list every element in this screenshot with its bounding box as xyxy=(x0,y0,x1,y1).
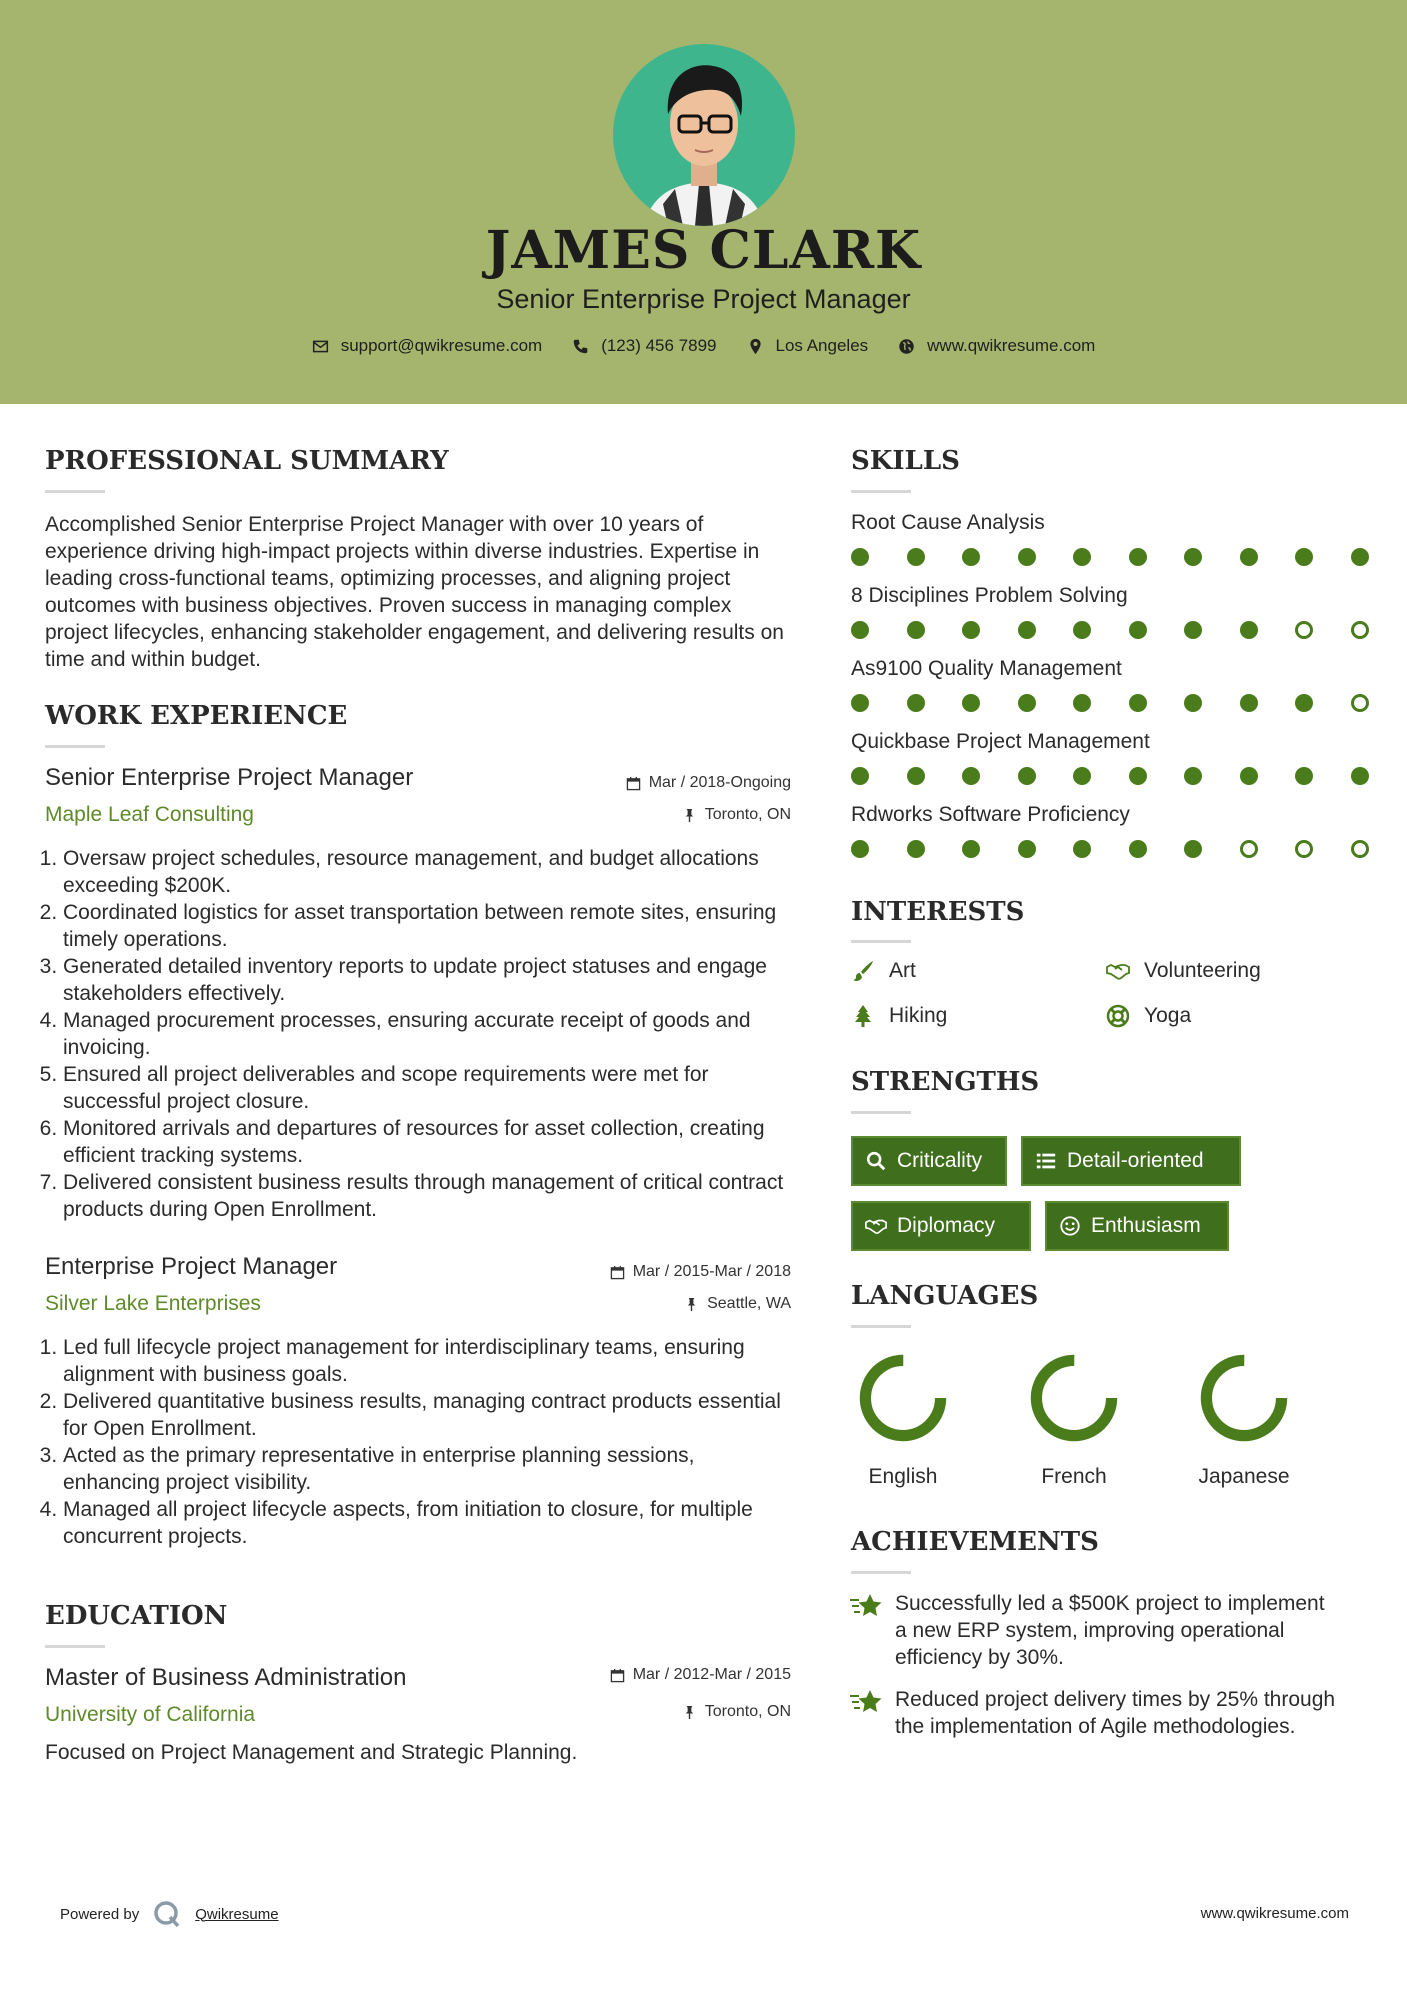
education-note: Focused on Project Management and Strategic Planning. xyxy=(45,1741,578,1764)
rating-dot-filled xyxy=(1184,767,1202,785)
contact-email[interactable] xyxy=(312,336,543,356)
rating-dot-filled xyxy=(851,767,869,785)
degree-title: Master of Business Administration xyxy=(45,1664,407,1691)
map-pin-icon xyxy=(747,338,764,355)
rating-dot-filled xyxy=(962,767,980,785)
company-name: Maple Leaf Consulting xyxy=(45,803,254,826)
rating-dot-filled xyxy=(1184,621,1202,639)
achievement-text: Reduced project delivery times by 25% through the implementation of Agile methodologies. xyxy=(895,1688,1336,1738)
calendar-icon xyxy=(610,1265,625,1280)
rating-dot-empty xyxy=(1351,694,1369,712)
skill-name: Rdworks Software Proficiency xyxy=(851,803,1130,826)
rating-dot-filled xyxy=(1351,767,1369,785)
rating-dot-filled xyxy=(1073,694,1091,712)
job-dates-text: Mar / 2015-Mar / 2018 xyxy=(632,1263,791,1280)
achievements-heading: ACHIEVEMENTS xyxy=(851,1527,1099,1557)
footer-powered-by xyxy=(60,1900,279,1928)
skill-rating xyxy=(851,621,1371,641)
list-item: 5. Ensured all project deliverables and scope requirements were met for successful project closure. xyxy=(63,1061,795,1115)
strength-tag-diplomacy xyxy=(851,1201,1031,1251)
rating-dot-filled xyxy=(1295,694,1313,712)
list-item: 1. Led full lifecycle project management for interdisciplinary teams, ensuring alignment with business goals. xyxy=(63,1334,795,1388)
rating-dot-filled xyxy=(851,548,869,566)
list-item: 3. Acted as the primary representative in enterprise planning sessions, enhancing project visibility. xyxy=(63,1442,795,1496)
language-name: English xyxy=(868,1465,938,1488)
skill-rating xyxy=(851,548,1371,568)
education-divider xyxy=(45,1645,105,1648)
rating-dot-filled xyxy=(1184,694,1202,712)
rating-dot-filled xyxy=(1129,621,1147,639)
rating-dot-filled xyxy=(1295,548,1313,566)
rating-dot-filled xyxy=(1295,767,1313,785)
rating-dot-filled xyxy=(962,840,980,858)
contact-location xyxy=(747,336,869,356)
list-item: 1. Oversaw project schedules, resource management, and budget allocations exceeding $200K. xyxy=(63,845,795,899)
handshake-icon xyxy=(865,1215,887,1237)
powered-by-label: Powered by xyxy=(60,1905,140,1923)
language-level-arc xyxy=(1036,1360,1111,1435)
interest-art xyxy=(851,959,916,983)
rating-dot-filled xyxy=(851,621,869,639)
rating-dot-filled xyxy=(962,621,980,639)
rating-dot-filled xyxy=(1073,548,1091,566)
rating-dot-filled xyxy=(851,694,869,712)
rating-dot-filled xyxy=(1018,548,1036,566)
website-text: www.qwikresume.com xyxy=(927,336,1096,355)
strength-tag-enthusiasm xyxy=(1045,1201,1229,1251)
interest-yoga xyxy=(1106,1004,1191,1028)
summary-divider xyxy=(45,490,105,493)
strength-tag-criticality xyxy=(851,1136,1007,1186)
education-location-text: Toronto, ON xyxy=(704,1703,791,1720)
job-location-text: Seattle, WA xyxy=(707,1295,791,1312)
rating-dot-empty xyxy=(1240,840,1258,858)
tree-icon xyxy=(851,1004,875,1028)
job-title: Senior Enterprise Project Manager xyxy=(45,764,414,791)
phone-text: (123) 456 7899 xyxy=(601,336,717,355)
paintbrush-icon xyxy=(851,959,875,983)
school-name: University of California xyxy=(45,1703,256,1726)
job-location xyxy=(682,806,791,824)
rating-dot-filled xyxy=(907,767,925,785)
job-title: Enterprise Project Manager xyxy=(45,1253,338,1280)
strength-label: Criticality xyxy=(897,1149,983,1172)
language-level-arc xyxy=(865,1360,940,1435)
rating-dot-filled xyxy=(1018,840,1036,858)
interest-hiking xyxy=(851,1004,947,1028)
strengths-heading: STRENGTHS xyxy=(851,1067,1040,1097)
rating-dot-filled xyxy=(1073,767,1091,785)
list-item: 7. Delivered consistent business results through management of critical contract products during Open Enrollment. xyxy=(63,1169,795,1223)
language-level-ring xyxy=(1197,1351,1291,1445)
summary-heading: PROFESSIONAL SUMMARY xyxy=(45,446,449,476)
contact-website[interactable] xyxy=(898,336,1095,356)
pushpin-icon xyxy=(684,1297,699,1312)
job-location xyxy=(684,1295,791,1313)
language-level-arc xyxy=(1206,1360,1281,1435)
interest-label: Art xyxy=(889,959,916,982)
rating-dot-filled xyxy=(962,548,980,566)
strength-label: Diplomacy xyxy=(897,1214,996,1237)
contact-phone[interactable] xyxy=(572,336,716,356)
lifering-icon xyxy=(1106,1004,1130,1028)
interest-label: Yoga xyxy=(1144,1004,1192,1027)
achievements-divider xyxy=(851,1571,911,1574)
language-name: French xyxy=(1041,1465,1107,1488)
rating-dot-filled xyxy=(1240,548,1258,566)
rating-dot-filled xyxy=(851,840,869,858)
interests-divider xyxy=(851,940,911,943)
rating-dot-filled xyxy=(907,840,925,858)
rating-dot-filled xyxy=(962,694,980,712)
skills-divider xyxy=(851,490,911,493)
education-location xyxy=(682,1703,791,1721)
candidate-name: JAMES CLARK xyxy=(485,220,922,281)
summary-text: Accomplished Senior Enterprise Project Manager with over 10 years of experience driving high-impact projects within diverse industries. Expertise in leading cross-functional teams, optimizing processes, and aligning project outcomes with business objectives. Proven success in managing complex project lifecycles, enhancing stakeholder engagement, and delivering results on time and within budget. xyxy=(45,513,784,671)
search-icon xyxy=(865,1150,887,1172)
skill-rating xyxy=(851,840,1371,860)
list-icon xyxy=(1035,1150,1057,1172)
rating-dot-filled xyxy=(907,548,925,566)
interest-label: Volunteering xyxy=(1144,959,1261,982)
list-item: 2. Delivered quantitative business results, managing contract products essential for Open Enrollment. xyxy=(63,1388,795,1442)
calendar-icon xyxy=(610,1668,625,1683)
language-name: Japanese xyxy=(1198,1465,1290,1488)
job-bullets xyxy=(45,845,795,1223)
handshake-icon xyxy=(1106,959,1130,983)
star-award-icon xyxy=(849,1592,883,1620)
phone-icon xyxy=(572,338,589,355)
skill-name: Quickbase Project Management xyxy=(851,730,1150,753)
rating-dot-filled xyxy=(1351,548,1369,566)
company-name: Silver Lake Enterprises xyxy=(45,1292,261,1315)
contact-bar xyxy=(0,336,1407,356)
strength-label: Enthusiasm xyxy=(1091,1214,1201,1237)
rating-dot-filled xyxy=(1129,548,1147,566)
pushpin-icon xyxy=(682,808,697,823)
rating-dot-filled xyxy=(1129,840,1147,858)
list-item: 3. Generated detailed inventory reports to update project statuses and engage stakeholders effectively. xyxy=(63,953,795,1007)
languages-heading: LANGUAGES xyxy=(851,1281,1039,1311)
skill-rating xyxy=(851,767,1371,787)
rating-dot-filled xyxy=(1240,694,1258,712)
strengths-divider xyxy=(851,1111,911,1114)
rating-dot-filled xyxy=(1073,621,1091,639)
profile-photo xyxy=(613,44,795,226)
rating-dot-empty xyxy=(1351,621,1369,639)
rating-dot-empty xyxy=(1351,840,1369,858)
strength-label: Detail-oriented xyxy=(1067,1149,1204,1172)
strength-tag-detail-oriented xyxy=(1021,1136,1241,1186)
experience-heading: WORK EXPERIENCE xyxy=(45,701,348,731)
rating-dot-filled xyxy=(1018,694,1036,712)
languages-divider xyxy=(851,1325,911,1328)
rating-dot-filled xyxy=(1018,621,1036,639)
list-item: 2. Coordinated logistics for asset transportation between remote sites, ensuring timely operations. xyxy=(63,899,795,953)
achievement-text: Successfully led a $500K project to implement a new ERP system, improving operational efficiency by 30%. xyxy=(895,1592,1325,1669)
qwikresume-logo-icon xyxy=(153,1900,181,1928)
list-item: 4. Managed procurement processes, ensuring accurate receipt of goods and invoicing. xyxy=(63,1007,795,1061)
rating-dot-filled xyxy=(1129,694,1147,712)
rating-dot-filled xyxy=(1240,621,1258,639)
rating-dot-filled xyxy=(1240,767,1258,785)
education-dates xyxy=(610,1666,791,1684)
job-dates xyxy=(610,1263,791,1281)
rating-dot-empty xyxy=(1295,840,1313,858)
skill-name: Root Cause Analysis xyxy=(851,511,1045,534)
list-item: 6. Monitored arrivals and departures of resources for asset collection, creating efficient tracking systems. xyxy=(63,1115,795,1169)
interest-volunteering xyxy=(1106,959,1261,983)
header-banner xyxy=(0,0,1407,404)
rating-dot-empty xyxy=(1295,621,1313,639)
job-bullets xyxy=(45,1334,795,1550)
calendar-icon xyxy=(626,776,641,791)
list-item: 4. Managed all project lifecycle aspects, from initiation to closure, for multiple concurrent projects. xyxy=(63,1496,795,1550)
experience-divider xyxy=(45,745,105,748)
language-level-ring xyxy=(856,1351,950,1445)
skills-heading: SKILLS xyxy=(851,446,960,476)
education-dates-text: Mar / 2012-Mar / 2015 xyxy=(632,1666,791,1683)
rating-dot-filled xyxy=(907,694,925,712)
skill-name: As9100 Quality Management xyxy=(851,657,1122,680)
job-dates-text: Mar / 2018-Ongoing xyxy=(648,774,791,791)
achievement-item xyxy=(849,1686,1339,1740)
rating-dot-filled xyxy=(1184,548,1202,566)
globe-icon xyxy=(898,338,915,355)
education-heading: EDUCATION xyxy=(45,1601,228,1631)
smile-icon xyxy=(1059,1215,1081,1237)
achievement-item xyxy=(849,1590,1339,1671)
envelope-icon xyxy=(312,338,329,355)
rating-dot-filled xyxy=(1184,840,1202,858)
rating-dot-filled xyxy=(1129,767,1147,785)
email-text: support@qwikresume.com xyxy=(340,336,543,355)
job-dates xyxy=(626,774,791,792)
job-location-text: Toronto, ON xyxy=(704,806,791,823)
star-award-icon xyxy=(849,1688,883,1716)
language-level-ring xyxy=(1027,1351,1121,1445)
rating-dot-filled xyxy=(1018,767,1036,785)
candidate-title: Senior Enterprise Project Manager xyxy=(496,284,911,314)
brand-link[interactable]: Qwikresume xyxy=(195,1905,279,1923)
footer-website-link[interactable]: www.qwikresume.com xyxy=(1200,1905,1349,1922)
skill-name: 8 Disciplines Problem Solving xyxy=(851,584,1128,607)
pushpin-icon xyxy=(682,1705,697,1720)
interest-label: Hiking xyxy=(889,1004,948,1027)
skill-rating xyxy=(851,694,1371,714)
rating-dot-filled xyxy=(1073,840,1091,858)
location-text: Los Angeles xyxy=(775,336,869,355)
rating-dot-filled xyxy=(907,621,925,639)
interests-heading: INTERESTS xyxy=(851,897,1025,927)
